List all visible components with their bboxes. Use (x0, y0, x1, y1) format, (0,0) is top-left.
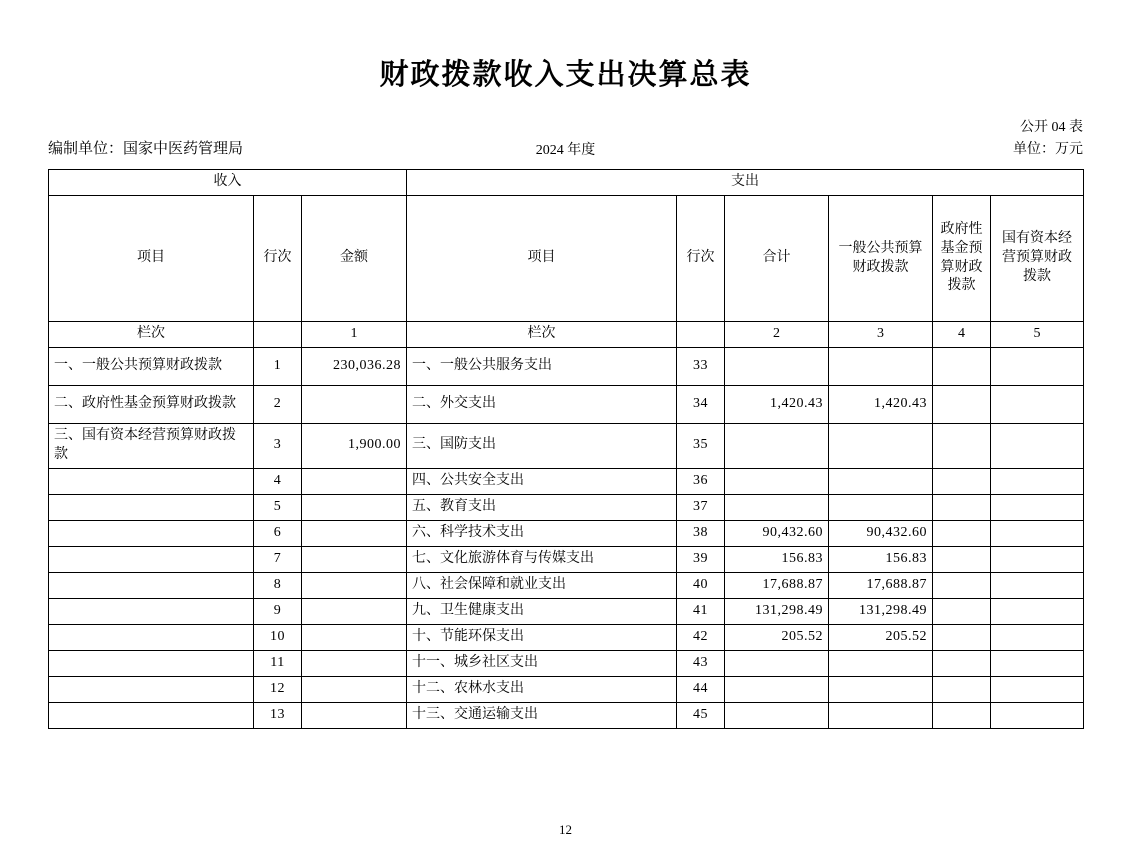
cell-general-public (829, 650, 933, 676)
cell-income-line: 7 (254, 546, 302, 572)
cell-gov-fund (933, 348, 991, 386)
cell-income-amount (302, 546, 407, 572)
cell-general-public (829, 494, 933, 520)
cell-income-amount (302, 676, 407, 702)
cell-expense-item: 五、教育支出 (407, 494, 677, 520)
cell-expense-item: 七、文化旅游体育与传媒支出 (407, 546, 677, 572)
cell-general-public (829, 348, 933, 386)
cell-income-item (49, 598, 254, 624)
cell-expense-line: 38 (677, 520, 725, 546)
cell-expense-item: 一、一般公共服务支出 (407, 348, 677, 386)
document-meta (48, 117, 1083, 163)
table-row (49, 494, 1084, 520)
cell-income-item (49, 624, 254, 650)
column-index-blank-1 (254, 322, 302, 348)
cell-expense-item: 二、外交支出 (407, 386, 677, 424)
cell-income-item: 一、一般公共预算财政拨款 (49, 348, 254, 386)
cell-expense-item: 十一、城乡社区支出 (407, 650, 677, 676)
cell-state-capital (991, 348, 1084, 386)
cell-gov-fund (933, 386, 991, 424)
cell-income-item (49, 650, 254, 676)
document-page (0, 52, 1131, 852)
header-income-item: 项目 (49, 196, 254, 322)
cell-expense-line: 40 (677, 572, 725, 598)
cell-general-public (829, 468, 933, 494)
cell-income-item (49, 572, 254, 598)
cell-income-line: 11 (254, 650, 302, 676)
cell-expense-line: 34 (677, 386, 725, 424)
cell-expense-line: 35 (677, 424, 725, 469)
cell-income-line: 9 (254, 598, 302, 624)
cell-expense-total: 90,432.60 (725, 520, 829, 546)
cell-expense-line: 36 (677, 468, 725, 494)
cell-general-public: 205.52 (829, 624, 933, 650)
cell-income-item (49, 702, 254, 728)
header-gov-fund-budget: 政府性基金预算财政拨款 (933, 196, 991, 322)
cell-income-line: 8 (254, 572, 302, 598)
cell-income-item (49, 676, 254, 702)
column-index-blank-2 (677, 322, 725, 348)
header-expense-line: 行次 (677, 196, 725, 322)
cell-expense-line: 39 (677, 546, 725, 572)
cell-income-item (49, 494, 254, 520)
table-row (49, 520, 1084, 546)
cell-expense-total: 1,420.43 (725, 386, 829, 424)
band-expense: 支出 (407, 170, 1084, 196)
cell-expense-total: 156.83 (725, 546, 829, 572)
cell-expense-total: 205.52 (725, 624, 829, 650)
cell-expense-item: 八、社会保障和就业支出 (407, 572, 677, 598)
table-row (49, 624, 1084, 650)
cell-general-public: 90,432.60 (829, 520, 933, 546)
cell-expense-total (725, 468, 829, 494)
cell-state-capital (991, 424, 1084, 469)
fiscal-appropriation-table (48, 169, 1084, 729)
cell-gov-fund (933, 572, 991, 598)
cell-general-public: 156.83 (829, 546, 933, 572)
cell-expense-total (725, 676, 829, 702)
cell-income-line: 12 (254, 676, 302, 702)
cell-income-line: 10 (254, 624, 302, 650)
cell-state-capital (991, 702, 1084, 728)
cell-gov-fund (933, 494, 991, 520)
cell-income-item (49, 520, 254, 546)
form-code: 公开 04 表 (1020, 120, 1083, 135)
cell-income-amount: 1,900.00 (302, 424, 407, 469)
table-row (49, 572, 1084, 598)
cell-income-amount (302, 624, 407, 650)
cell-expense-line: 37 (677, 494, 725, 520)
table-header-row (49, 196, 1084, 322)
cell-state-capital (991, 468, 1084, 494)
cell-income-line: 2 (254, 386, 302, 424)
table-row (49, 546, 1084, 572)
cell-income-item: 三、国有资本经营预算财政拨款 (49, 424, 254, 469)
cell-income-amount (302, 494, 407, 520)
table-column-index-row (49, 322, 1084, 348)
cell-general-public: 131,298.49 (829, 598, 933, 624)
cell-expense-total: 131,298.49 (725, 598, 829, 624)
cell-state-capital (991, 572, 1084, 598)
cell-expense-line: 33 (677, 348, 725, 386)
cell-general-public: 17,688.87 (829, 572, 933, 598)
cell-income-line: 4 (254, 468, 302, 494)
cell-expense-item: 三、国防支出 (407, 424, 677, 469)
cell-state-capital (991, 598, 1084, 624)
cell-gov-fund (933, 650, 991, 676)
cell-income-amount (302, 468, 407, 494)
table-row (49, 702, 1084, 728)
cell-state-capital (991, 624, 1084, 650)
cell-expense-item: 六、科学技术支出 (407, 520, 677, 546)
cell-expense-line: 44 (677, 676, 725, 702)
cell-state-capital (991, 546, 1084, 572)
cell-income-line: 13 (254, 702, 302, 728)
amount-unit: 单位：万元 (1013, 141, 1083, 157)
column-label-left: 栏次 (49, 322, 254, 348)
header-income-line: 行次 (254, 196, 302, 322)
table-row (49, 468, 1084, 494)
column-index-general-public: 3 (829, 322, 933, 348)
cell-expense-item: 四、公共安全支出 (407, 468, 677, 494)
cell-gov-fund (933, 546, 991, 572)
cell-income-amount (302, 386, 407, 424)
table-row (49, 598, 1084, 624)
column-index-state-capital: 5 (991, 322, 1084, 348)
page-title: 财政拨款收入支出决算总表 (379, 59, 752, 91)
cell-expense-line: 42 (677, 624, 725, 650)
cell-gov-fund (933, 624, 991, 650)
cell-state-capital (991, 386, 1084, 424)
cell-expense-line: 41 (677, 598, 725, 624)
table-row (49, 650, 1084, 676)
cell-expense-total (725, 494, 829, 520)
fiscal-year: 2024 年度 (535, 143, 596, 158)
header-state-capital-budget: 国有资本经营预算财政拨款 (991, 196, 1084, 322)
cell-state-capital (991, 650, 1084, 676)
compiler-unit: 编制单位：国家中医药管理局 (48, 141, 244, 157)
cell-expense-item: 九、卫生健康支出 (407, 598, 677, 624)
cell-state-capital (991, 676, 1084, 702)
cell-income-amount (302, 520, 407, 546)
cell-gov-fund (933, 520, 991, 546)
cell-expense-total (725, 650, 829, 676)
cell-income-amount (302, 650, 407, 676)
column-index-gov-fund: 4 (933, 322, 991, 348)
cell-general-public (829, 702, 933, 728)
cell-income-line: 1 (254, 348, 302, 386)
cell-income-item (49, 468, 254, 494)
cell-state-capital (991, 520, 1084, 546)
cell-expense-item: 十、节能环保支出 (407, 624, 677, 650)
header-expense-total: 合计 (725, 196, 829, 322)
cell-income-amount (302, 702, 407, 728)
cell-income-line: 6 (254, 520, 302, 546)
meta-right-block (1013, 117, 1083, 160)
header-income-amount: 金额 (302, 196, 407, 322)
cell-income-line: 5 (254, 494, 302, 520)
cell-expense-total (725, 348, 829, 386)
cell-income-amount: 230,036.28 (302, 348, 407, 386)
column-index-expense-total: 2 (725, 322, 829, 348)
cell-income-line: 3 (254, 424, 302, 469)
table-band-row (49, 170, 1084, 196)
cell-gov-fund (933, 468, 991, 494)
cell-expense-total (725, 702, 829, 728)
cell-expense-line: 43 (677, 650, 725, 676)
cell-gov-fund (933, 598, 991, 624)
cell-expense-line: 45 (677, 702, 725, 728)
cell-income-item (49, 546, 254, 572)
column-index-income-amount: 1 (302, 322, 407, 348)
cell-gov-fund (933, 702, 991, 728)
header-general-public-budget: 一般公共预算财政拨款 (829, 196, 933, 322)
cell-general-public (829, 676, 933, 702)
table-row (49, 676, 1084, 702)
cell-state-capital (991, 494, 1084, 520)
cell-income-amount (302, 598, 407, 624)
cell-general-public: 1,420.43 (829, 386, 933, 424)
cell-expense-total: 17,688.87 (725, 572, 829, 598)
cell-gov-fund (933, 424, 991, 469)
header-expense-item: 项目 (407, 196, 677, 322)
table-row (49, 424, 1084, 469)
column-label-right: 栏次 (407, 322, 677, 348)
cell-expense-total (725, 424, 829, 469)
cell-income-item: 二、政府性基金预算财政拨款 (49, 386, 254, 424)
cell-general-public (829, 424, 933, 469)
cell-expense-item: 十三、交通运输支出 (407, 702, 677, 728)
band-income: 收入 (49, 170, 407, 196)
cell-income-amount (302, 572, 407, 598)
table-row (49, 386, 1084, 424)
page-number: 12 (559, 822, 572, 837)
cell-gov-fund (933, 676, 991, 702)
cell-expense-item: 十二、农林水支出 (407, 676, 677, 702)
table-row (49, 348, 1084, 386)
